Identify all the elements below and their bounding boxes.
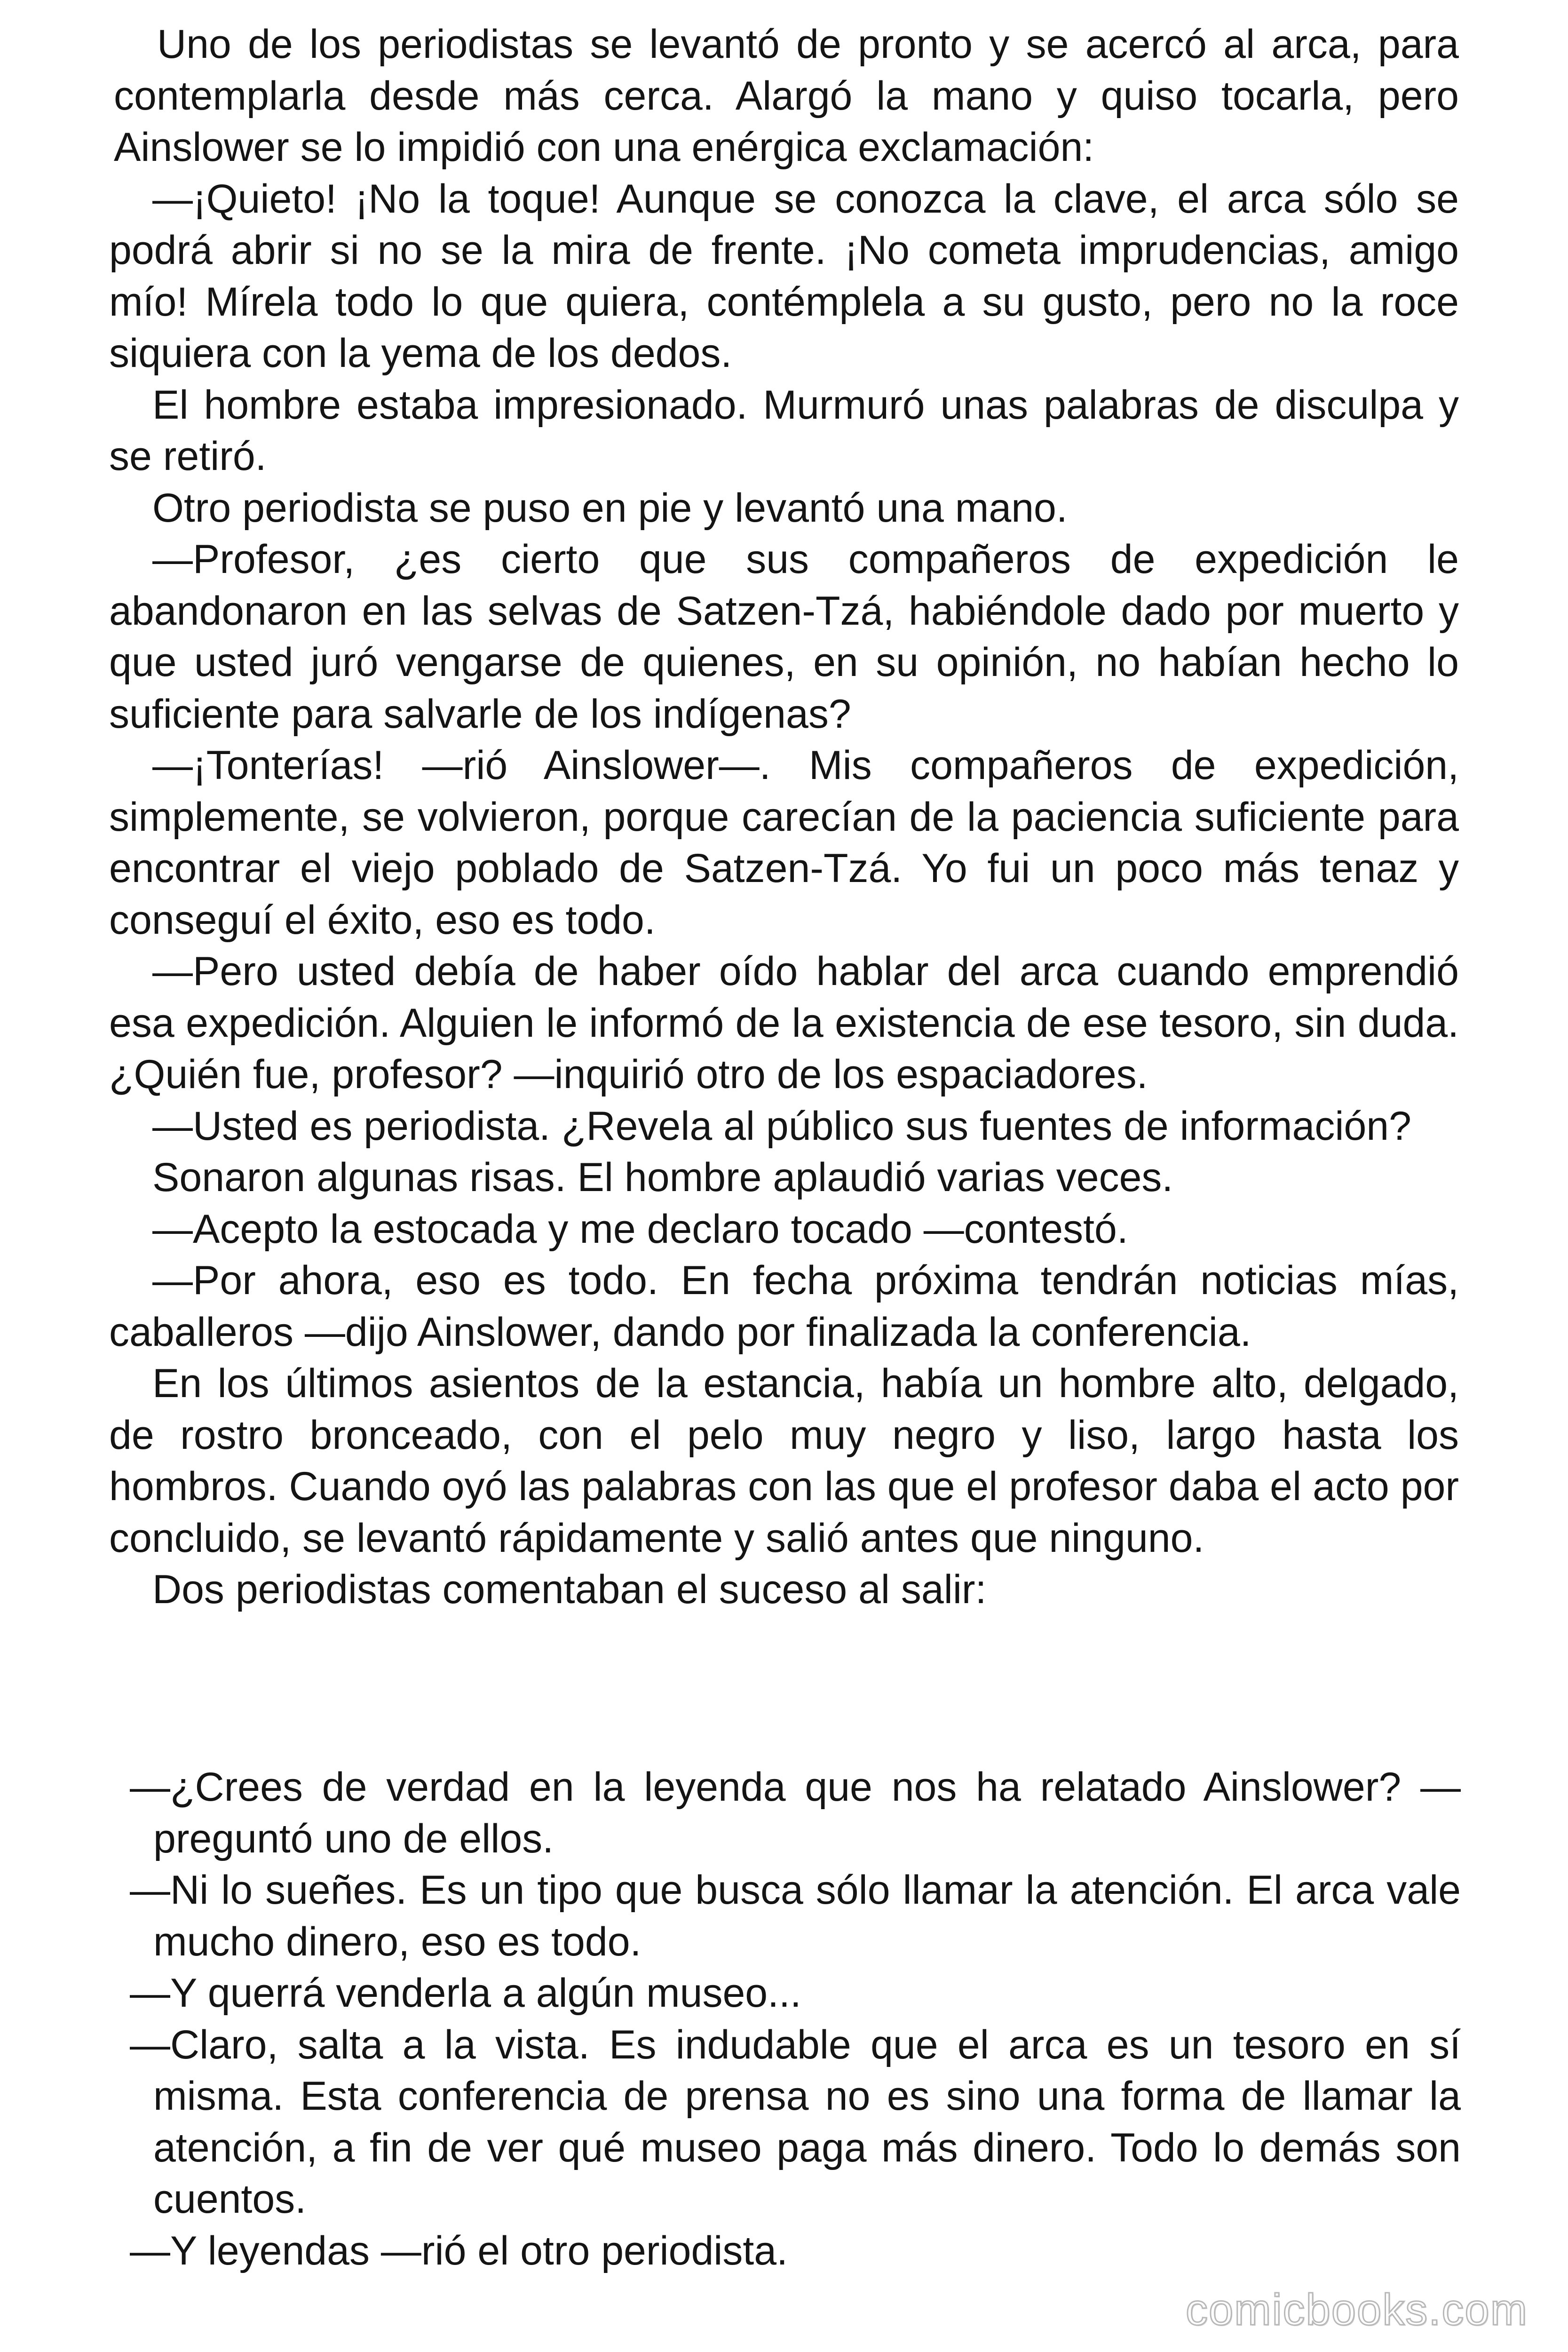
paragraph: Dos periodistas comentaban el suceso al salir: — [152, 1567, 987, 1612]
dialogue-line: —Ni lo sueñes. Es un tipo que busca sólo llamar la atención. El arca vale mucho dinero, eso es todo. — [130, 1867, 1461, 1964]
paragraph: Sonaron algunas risas. El hombre aplaudió varias veces. — [152, 1155, 1173, 1200]
dialogue-text — [130, 1762, 1461, 2277]
paragraph: —Profesor, ¿es cierto que sus compañeros de expedición le abandonaron en las selvas de Satzen-Tzá, habiéndole dado por muerto y que usted juró vengarse de quienes, en su opinión, no habían hecho lo suficiente para salvarle de los indígenas? — [109, 537, 1459, 737]
dialogue-line: —Y querrá venderla a algún museo... — [130, 1971, 801, 2016]
paragraph: —Por ahora, eso es todo. En fecha próxima tendrán noticias mías, caballeros —dijo Ainslower, dando por finalizada la conferencia. — [109, 1258, 1459, 1355]
paragraph: —Acepto la estocada y me declaro tocado —contestó. — [152, 1206, 1128, 1252]
paragraph: Otro periodista se puso en pie y levantó una mano. — [152, 485, 1068, 531]
narrative-text — [109, 19, 1459, 1616]
paragraph: Uno de los periodistas se levantó de pronto y se acercó al arca, para contemplarla desde más cerca. Alargó la mano y quiso tocarla, pero Ainslower se lo impidió con una enérgica exclamación: — [114, 22, 1459, 170]
dialogue-line: —Y leyendas —rió el otro periodista. — [130, 2228, 788, 2273]
paragraph: —Pero usted debía de haber oído hablar del arca cuando emprendió esa expedición. Alguien le informó de la existencia de ese tesoro, sin duda. ¿Quién fue, profesor? —inquirió otro de los espaciadores. — [109, 949, 1459, 1097]
paragraph: —Usted es periodista. ¿Revela al público sus fuentes de información? — [152, 1103, 1411, 1149]
site-watermark: comicbooks.com — [1186, 2285, 1528, 2334]
paragraph: El hombre estaba impresionado. Murmuró unas palabras de disculpa y se retiró. — [109, 382, 1459, 479]
dialogue-line: —Claro, salta a la vista. Es indudable que el arca es un tesoro en sí misma. Esta conferencia de prensa no es sino una forma de llamar la atención, a fin de ver qué museo paga más dinero. Todo lo demás son cuentos. — [130, 2022, 1461, 2222]
paragraph: —¡Tonterías! —rió Ainslower—. Mis compañeros de expedición, simplemente, se volvieron, porque carecían de la paciencia suficiente para encontrar el viejo poblado de Satzen-Tzá. Yo fui un poco más tenaz y conseguí el éxito, eso es todo. — [109, 743, 1459, 943]
dialogue-line: —¿Crees de verdad en la leyenda que nos ha relatado Ainslower? —preguntó uno de ellos. — [130, 1764, 1461, 1861]
paragraph: En los últimos asientos de la estancia, había un hombre alto, delgado, de rostro bronceado, con el pelo muy negro y liso, largo hasta los hombros. Cuando oyó las palabras con las que el profesor daba el acto por concluido, se levantó rápidamente y salió antes que ninguno. — [109, 1361, 1459, 1561]
paragraph: —¡Quieto! ¡No la toque! Aunque se conozca la clave, el arca sólo se podrá abrir si no se la mira de frente. ¡No cometa imprudencias, amigo mío! Mírela todo lo que quiera, contémplela a su gusto, pero no la roce siquiera con la yema de los dedos. — [109, 176, 1459, 376]
